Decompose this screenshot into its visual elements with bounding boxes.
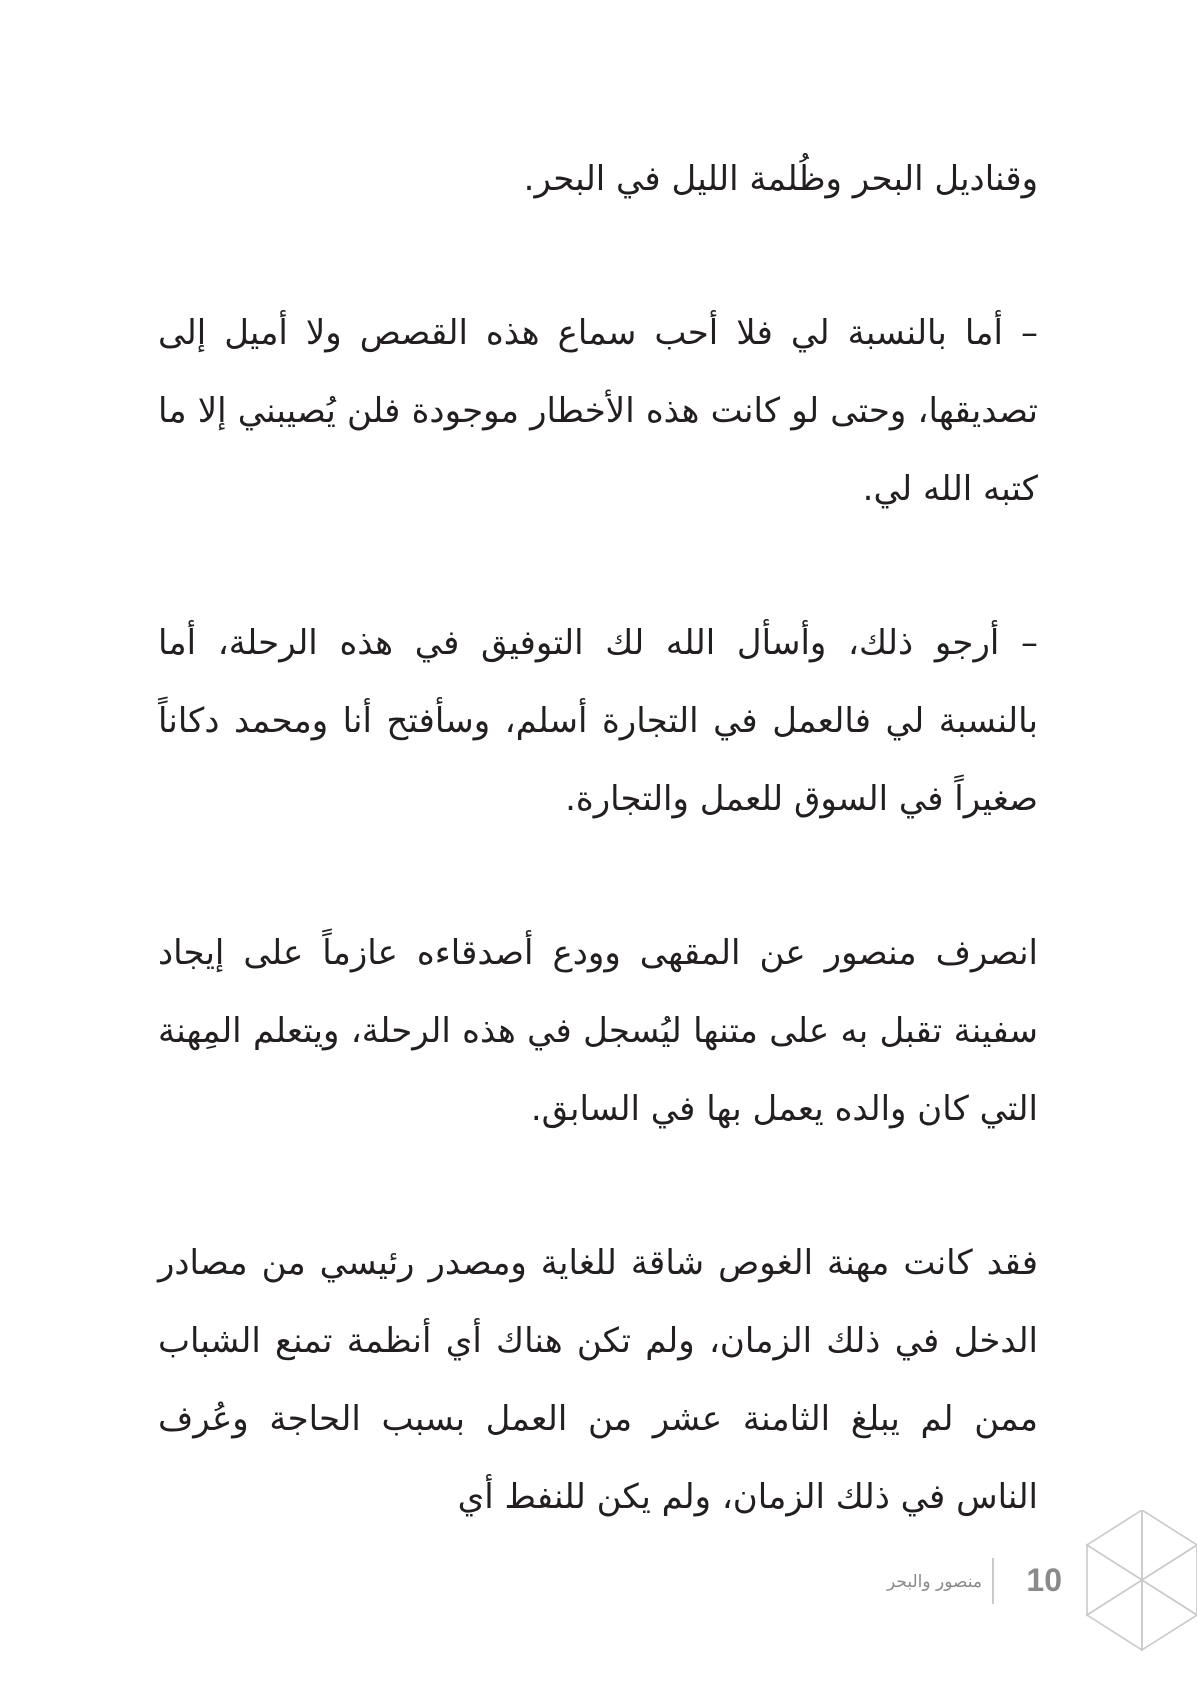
paragraph-5: فقد كانت مهنة الغوص شاقة للغاية ومصدر رئيسي من مصادر الدخل في ذلك الزمان، ولم تكن هناك أي أنظمة تمنع الشباب ممن لم يبلغ الثامنة عشر من العمل بسبب الحاجة وعُرف الناس في ذلك الزمان، ولم يكن للنفط أي [158,1243,1038,1517]
page-body [158,140,1038,1536]
book-title: منصور والبحر [887,1572,982,1592]
paragraph-1: وقناديل البحر وظُلمة الليل في البحر. [523,159,1038,199]
paragraph-4: انصرف منصور عن المقهى وودع أصدقاءه عازماً على إيجاد سفينة تقبل به على متنها ليُسجل في هذه الرحلة، ويتعلم المِهنة التي كان والده يعمل بها في السابق. [158,933,1038,1129]
triangle-ornament-icon [1067,1510,1197,1660]
page-footer [0,1540,1197,1620]
paragraph-3: – أرجو ذلك، وأسأل الله لك التوفيق في هذه الرحلة، أما بالنسبة لي فالعمل في التجارة أسلم، وسأفتح أنا ومحمد دكاناً صغيراً في السوق للعمل والتجارة. [158,623,1038,819]
footer-divider [992,1558,994,1604]
page-number: 10 [1026,1562,1062,1598]
paragraph-2: – أما بالنسبة لي فلا أحب سماع هذه القصص ولا أميل إلى تصديقها، وحتى لو كانت هذه الأخطار موجودة فلن يُصيبني إلا ما كتبه الله لي. [158,313,1038,509]
